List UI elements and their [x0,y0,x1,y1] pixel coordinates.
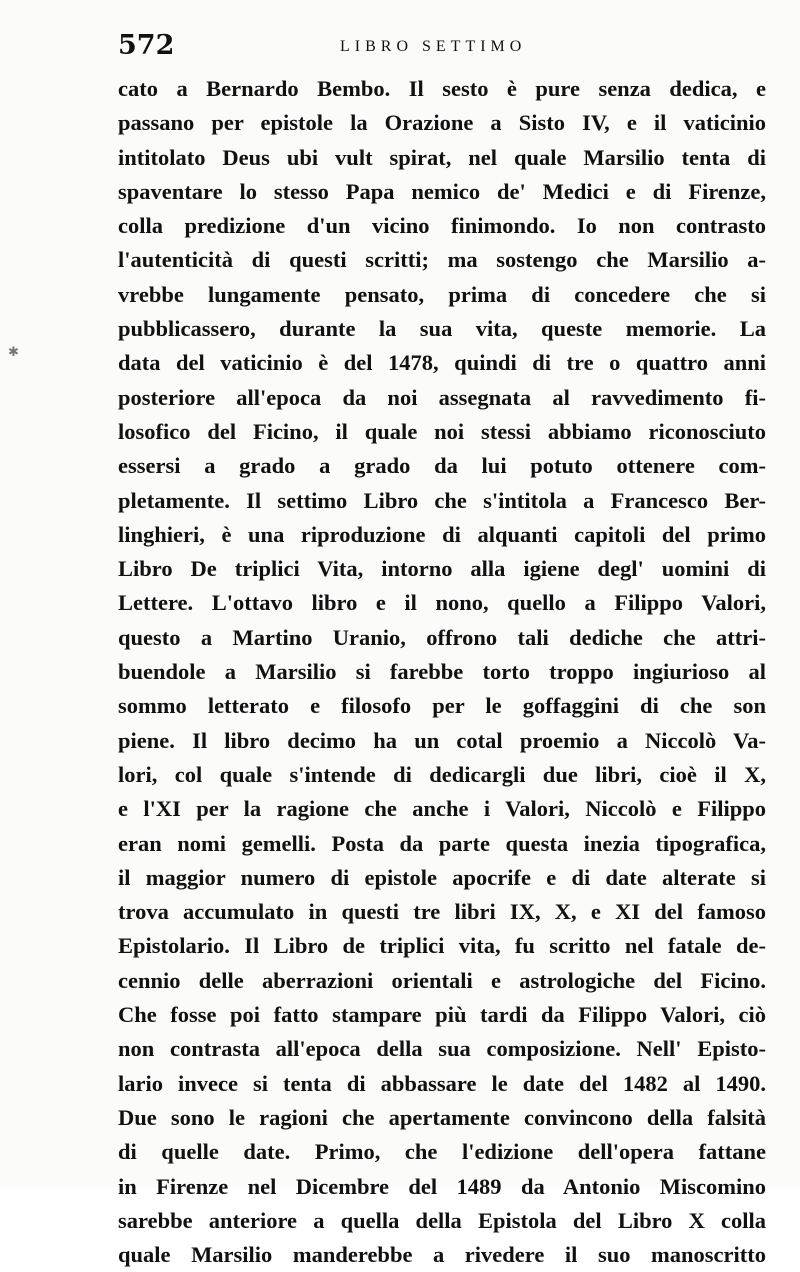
text-line: non contrasta all'epoca della sua composizione. Nell' Episto- [118,1036,766,1062]
text-line: piene. Il libro decimo ha un cotal proemio a Niccolò Va- [118,727,766,753]
page-header [118,30,768,64]
text-line: vrebbe lungamente pensato, prima di concedere che si [118,281,766,307]
text-line: linghieri, è una riproduzione di alquanti capitoli del primo [118,521,766,547]
text-line: di quelle date. Primo, che l'edizione dell'opera fattane [118,1139,766,1165]
text-line: sarebbe anteriore a quella della Epistola del Libro X colla [118,1207,766,1233]
text-line: intitolato Deus ubi vult spirat, nel quale Marsilio tenta di [118,144,766,170]
text-line: passano per epistole la Orazione a Sisto IV, e il vaticinio [118,110,766,136]
text-line: lori, col quale s'intende di dedicargli due libri, cioè il X, [118,761,766,787]
text-line: eran nomi gemelli. Posta da parte questa inezia tipografica, [118,830,766,856]
text-line: in Firenze nel Dicembre del 1489 da Antonio Miscomino [118,1173,766,1199]
text-line: posteriore all'epoca da noi assegnata al ravvedimento fi- [118,384,766,410]
text-line: Epistolario. Il Libro de triplici vita, fu scritto nel fatale de- [118,933,766,959]
text-line: cennio delle aberrazioni orientali e astrologiche del Ficino. [118,967,766,993]
text-line: questo a Martino Uranio, offrono tali dediche che attri- [118,624,766,650]
text-line: e l'XI per la ragione che anche i Valori, Niccolò e Filippo [118,796,766,822]
text-line: buendole a Marsilio si farebbe torto troppo ingiurioso al [118,659,766,685]
text-line: spaventare lo stesso Papa nemico de' Medici e di Firenze, [118,178,766,204]
text-line: pubblicassero, durante la sua vita, queste memorie. La [118,316,766,342]
text-line: losofico del Ficino, il quale noi stessi abbiamo riconosciuto [118,418,766,444]
text-line: quale Marsilio manderebbe a rivedere il suo manoscritto [118,1242,766,1268]
running-head: LIBRO SETTIMO [340,38,527,55]
text-line: cato a Bernardo Bembo. Il sesto è pure senza dedica, e [118,76,766,101]
page-number: 572 [118,30,175,61]
text-line: Che fosse poi fatto stampare più tardi da Filippo Valori, ciò [118,1002,766,1028]
text-line: Lettere. L'ottavo libro e il nono, quello a Filippo Valori, [118,590,766,616]
margin-mark-icon: ✱ [8,345,19,360]
text-line: Due sono le ragioni che apertamente convincono della falsità [118,1104,766,1130]
text-line: Libro De triplici Vita, intorno alla igiene degl' uomini di [118,556,766,582]
text-line: colla predizione d'un vicino finimondo. Io non contrasto [118,213,766,239]
text-line: trova accumulato in questi tre libri IX, X, e XI del famoso [118,899,766,925]
text-line: pletamente. Il settimo Libro che s'intitola a Francesco Ber- [118,487,766,513]
body-text [118,72,766,1272]
text-line: essersi a grado a grado da lui potuto ottenere com- [118,453,766,479]
text-line: l'autenticità di questi scritti; ma sostengo che Marsilio a- [118,247,766,273]
text-line: il maggior numero di epistole apocrife e di date alterate si [118,864,766,890]
text-line: data del vaticinio è del 1478, quindi di tre o quattro anni [118,350,766,376]
text-line: lario invece si tenta di abbassare le date del 1482 al 1490. [118,1070,766,1096]
text-line: sommo letterato e filosofo per le goffaggini di che son [118,693,766,719]
